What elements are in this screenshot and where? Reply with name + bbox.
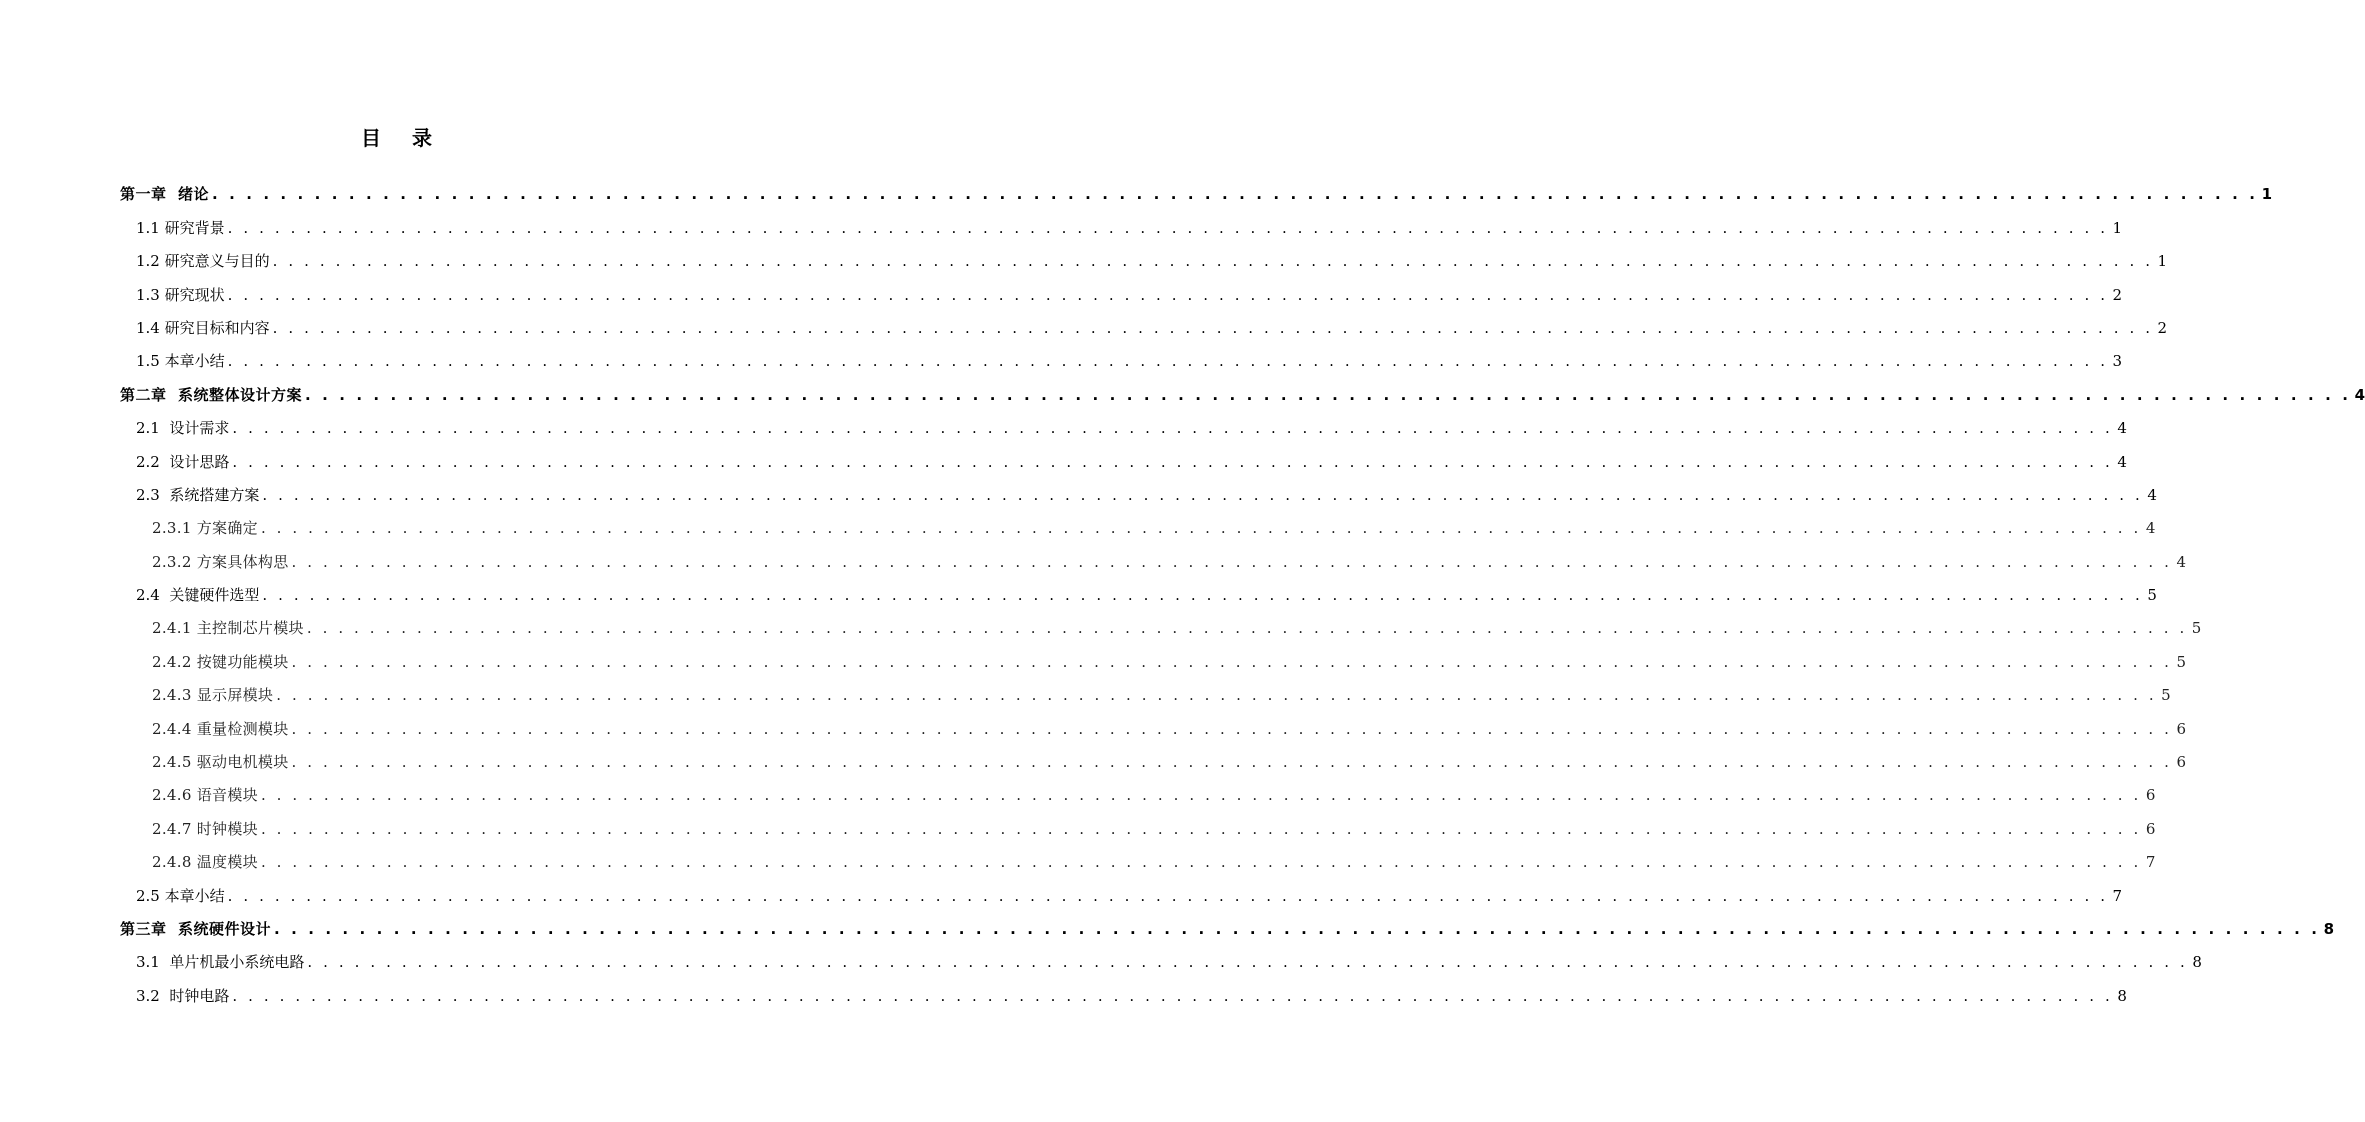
toc-section-entry[interactable] — [120, 209, 2123, 242]
toc-entry-label: 2.4.5 驱动电机模块 — [152, 753, 289, 772]
toc-section-entry[interactable] — [120, 310, 2168, 343]
toc-subsection-entry[interactable] — [120, 643, 2187, 676]
toc-chapter-entry[interactable] — [120, 911, 2335, 944]
toc-subsection-entry[interactable] — [120, 677, 2171, 710]
toc-dot-leader: . . . . . . . . . . . . . . . . . . . . . . . . . . . . . . . . . . . . . . . . . . . . . . . . . . . . . . . . . . . . . . . . . . . . . . . . . . . . . . . . . . . . . . . . . . . . . . . . . . . . . . . . . . . . . . . . . . . . . . . . — [232, 419, 2113, 438]
toc-page-number: 6 — [2176, 719, 2187, 738]
toc-dot-leader: . . . . . . . . . . . . . . . . . . . . . . . . . . . . . . . . . . . . . . . . . . . . . . . . . . . . . . . . . . . . . . . . . . . . . . . . . . . . . . . . . . . . . . . . . . . . . . . . . . . . . . . . . . . . . . . . . . . . . . . . — [260, 853, 2142, 872]
toc-dot-leader: . . . . . . . . . . . . . . . . . . . . . . . . . . . . . . . . . . . . . . . . . . . . . . . . . . . . . . . . . . . . . . . . . . . . . . . . . . . . . . . . . . . . . . . . . . . . . . . . . . . . . . . . . . . . . . . . . . . . . . . . — [260, 786, 2142, 805]
toc-page-number: 6 — [2176, 753, 2187, 772]
toc-chapter-entry[interactable] — [120, 376, 2365, 409]
toc-page-number: 1 — [2157, 252, 2168, 271]
toc-dot-leader: . . . . . . . . . . . . . . . . . . . . . . . . . . . . . . . . . . . . . . . . . . . . . . . . . . . . . . . . . . . . . . . . . . . . . . . . . . . . . . . . . . . . . . . . . . . . . . . . . . . . . . . . . . . . . . . . . . . . . . . . — [227, 285, 2109, 304]
toc-entry-label: 3.1 单片机最小系统电路 — [136, 953, 305, 972]
toc-entry-label: 2.3.2 方案具体构思 — [152, 552, 289, 571]
toc-subsection-entry[interactable] — [120, 710, 2187, 743]
toc-dot-leader: . . . . . . . . . . . . . . . . . . . . . . . . . . . . . . . . . . . . . . . . . . . . . . . . . . . . . . . . . . . . . . . . . . . . . . . . . . . . . . . . . . . . . . . . . . . . . . . . . . . . . . . . . . . . . . . . . . . . . . . . — [232, 986, 2113, 1005]
toc-subsection-entry[interactable] — [120, 610, 2202, 643]
toc-subsection-entry[interactable] — [120, 844, 2156, 877]
toc-section-entry[interactable] — [120, 944, 2202, 977]
toc-dot-leader: . . . . . . . . . . . . . . . . . . . . . . . . . . . . . . . . . . . . . . . . . . . . . . . . . . . . . . . . . . . . . . . . . . . . . . . . . . . . . . . . . . . . . . . . . . . . . . . . . . . . . . . . . . . . . . . . . . . . . . . . — [291, 552, 2173, 571]
toc-entry-label: 2.4.7 时钟模块 — [152, 819, 258, 838]
toc-page-number: 4 — [2117, 452, 2127, 471]
toc-section-entry[interactable] — [120, 877, 2123, 910]
toc-dot-leader: . . . . . . . . . . . . . . . . . . . . . . . . . . . . . . . . . . . . . . . . . . . . . . . . . . . . . . . . . . . . . . . . . . . . . . . . . . . . . . . . . . . . . . . . . . . . . . . . . . . . . . . . . . . . . . . . . . . . . . . . — [291, 753, 2173, 772]
toc-dot-leader: . . . . . . . . . . . . . . . . . . . . . . . . . . . . . . . . . . . . . . . . . . . . . . . . . . . . . . . . . . . . . . . . . . . . . . . . . . . . . . . . . . . . . . . . . . . . . . . . . . . . . . . . . . . . . . . . . . . . . . . . — [260, 519, 2142, 538]
toc-section-entry[interactable] — [120, 343, 2123, 376]
toc-subsection-entry[interactable] — [120, 510, 2156, 543]
toc-entry-label: 2.5 本章小结 — [136, 886, 225, 905]
toc-page-number: 5 — [2147, 586, 2157, 605]
toc-section-entry[interactable] — [120, 577, 2157, 610]
toc-chapter-entry[interactable] — [120, 176, 2273, 209]
toc-dot-leader: . . . . . . . . . . . . . . . . . . . . . . . . . . . . . . . . . . . . . . . . . . . . . . . . . . . . . . . . . . . . . . . . . . . . . . . . . . . . . . . . . . . . . . . . . . . . . . . . . . . . . . . . . . . . . . . . . . . . . . . . — [232, 452, 2113, 471]
toc-subsection-entry[interactable] — [120, 777, 2156, 810]
toc-section-entry[interactable] — [120, 477, 2157, 510]
toc-entry-label: 2.4.4 重量检测模块 — [152, 719, 289, 738]
toc-page-number: 8 — [2192, 953, 2202, 972]
toc-entry-label: 2.4 关键硬件选型 — [136, 586, 260, 605]
toc-entry-label: 2.4.6 语音模块 — [152, 786, 258, 805]
toc-dot-leader: . . . . . . . . . . . . . . . . . . . . . . . . . . . . . . . . . . . . . . . . . . . . . . . . . . . . . . . . . . . . . . . . . . . . . . . . . . . . . . . . . . . . . . . . . . . . . . . . . . . . . . . . . . . . . . . . . . . . . . . . — [307, 953, 2188, 972]
toc-dot-leader: . . . . . . . . . . . . . . . . . . . . . . . . . . . . . . . . . . . . . . . . . . . . . . . . . . . . . . . . . . . . . . . . . . . . . . . . . . . . . . . . . . . . . . . . . . . . . . . . . . . . . . . . . . . . . . . . . . . . . . . . — [291, 719, 2173, 738]
toc-page-number: 2 — [2112, 285, 2123, 304]
toc-page-number: 4 — [2145, 519, 2156, 538]
toc-page-number: 7 — [2112, 886, 2123, 905]
page-title: 目 录 — [361, 126, 444, 150]
toc-section-entry[interactable] — [120, 410, 2127, 443]
toc-section-entry[interactable] — [120, 243, 2168, 276]
toc-subsection-entry[interactable] — [120, 543, 2187, 576]
toc-entry-label: 3.2 时钟电路 — [136, 986, 230, 1005]
toc-entry-label: 1.2 研究意义与目的 — [136, 252, 270, 271]
toc-page-number: 5 — [2176, 652, 2187, 671]
toc-dot-leader: . . . . . . . . . . . . . . . . . . . . . . . . . . . . . . . . . . . . . . . . . . . . . . . . . . . . . . . . . . . . . . . . . . . . . . . . . . . . . . . . . . . . . . . . . . . . . . . . . . . . . . . . . . . . . . . . . . . . . . . . — [276, 686, 2157, 705]
toc-dot-leader: . . . . . . . . . . . . . . . . . . . . . . . . . . . . . . . . . . . . . . . . . . . . . . . . . . . . . . . . . . . . . . . . . . . . . . . . . . . . . . . . . . . . . . . . . . . . . . . . . . . . . . . . . . . . . . . . . . . . . . . . — [291, 652, 2173, 671]
toc-dot-leader: . . . . . . . . . . . . . . . . . . . . . . . . . . . . . . . . . . . . . . . . . . . . . . . . . . . . . . . . . . . . . . . . . . . . . . . . . . . . . . . . . . . . . . . . . . . . . . . . . . . . . . . . . . . . . . . . . . . . . . . . — [260, 819, 2142, 838]
toc-entry-label: 2.4.1 主控制芯片模块 — [152, 619, 304, 638]
toc-entry-label: 2.4.3 显示屏模块 — [152, 686, 274, 705]
toc-dot-leader: . . . . . . . . . . . . . . . . . . . . . . . . . . . . . . . . . . . . . . . . . . . . . . . . . . . . . . . . . . . . . . . . . . . . . . . . . . . . . . . . . . . . . . . . . . . . . . . . . . . . . . . . . . . . . . . . . . . . . . . . — [272, 318, 2154, 337]
toc-section-entry[interactable] — [120, 443, 2127, 476]
toc-dot-leader: . . . . . . . . . . . . . . . . . . . . . . . . . . . . . . . . . . . . . . . . . . . . . . . . . . . . . . . . . . . . . . . . . . . . . . . . . . . . . . . . . . . . . . . . . . . . . . . . . . . . . . . . . . . . . . . . . . . . . . . . — [304, 385, 2352, 404]
toc-dot-leader: . . . . . . . . . . . . . . . . . . . . . . . . . . . . . . . . . . . . . . . . . . . . . . . . . . . . . . . . . . . . . . . . . . . . . . . . . . . . . . . . . . . . . . . . . . . . . . . . . . . . . . . . . . . . . . . . . . . . . . . . — [273, 919, 2321, 938]
toc-page-number: 2 — [2157, 318, 2168, 337]
table-of-contents — [120, 176, 2365, 1011]
toc-dot-leader: . . . . . . . . . . . . . . . . . . . . . . . . . . . . . . . . . . . . . . . . . . . . . . . . . . . . . . . . . . . . . . . . . . . . . . . . . . . . . . . . . . . . . . . . . . . . . . . . . . . . . . . . . . . . . . . . . . . . . . . . — [262, 485, 2143, 504]
toc-dot-leader: . . . . . . . . . . . . . . . . . . . . . . . . . . . . . . . . . . . . . . . . . . . . . . . . . . . . . . . . . . . . . . . . . . . . . . . . . . . . . . . . . . . . . . . . . . . . . . . . . . . . . . . . . . . . . . . . . . . . . . . . — [262, 586, 2143, 605]
toc-page-number: 6 — [2145, 819, 2156, 838]
toc-page-number: 1 — [2112, 218, 2123, 237]
toc-page-number: 4 — [2117, 419, 2127, 438]
toc-entry-label: 2.2 设计思路 — [136, 452, 230, 471]
toc-page-number: 7 — [2145, 853, 2156, 872]
toc-section-entry[interactable] — [120, 276, 2123, 309]
toc-page-number: 6 — [2145, 786, 2156, 805]
toc-dot-leader: . . . . . . . . . . . . . . . . . . . . . . . . . . . . . . . . . . . . . . . . . . . . . . . . . . . . . . . . . . . . . . . . . . . . . . . . . . . . . . . . . . . . . . . . . . . . . . . . . . . . . . . . . . . . . . . . . . . . . . . . — [227, 352, 2109, 371]
toc-dot-leader: . . . . . . . . . . . . . . . . . . . . . . . . . . . . . . . . . . . . . . . . . . . . . . . . . . . . . . . . . . . . . . . . . . . . . . . . . . . . . . . . . . . . . . . . . . . . . . . . . . . . . . . . . . . . . . . . . . . . . . . . — [211, 185, 2259, 204]
toc-section-entry[interactable] — [120, 977, 2127, 1010]
toc-entry-label: 2.4.2 按键功能模块 — [152, 652, 289, 671]
toc-subsection-entry[interactable] — [120, 744, 2187, 777]
toc-dot-leader: . . . . . . . . . . . . . . . . . . . . . . . . . . . . . . . . . . . . . . . . . . . . . . . . . . . . . . . . . . . . . . . . . . . . . . . . . . . . . . . . . . . . . . . . . . . . . . . . . . . . . . . . . . . . . . . . . . . . . . . . — [227, 218, 2109, 237]
toc-page-number: 4 — [2354, 385, 2365, 404]
toc-page-number: 5 — [2161, 686, 2171, 705]
toc-page-number: 8 — [2117, 986, 2127, 1005]
toc-dot-leader: . . . . . . . . . . . . . . . . . . . . . . . . . . . . . . . . . . . . . . . . . . . . . . . . . . . . . . . . . . . . . . . . . . . . . . . . . . . . . . . . . . . . . . . . . . . . . . . . . . . . . . . . . . . . . . . . . . . . . . . . — [227, 886, 2109, 905]
toc-page-number: 8 — [2323, 919, 2335, 938]
toc-entry-label: 第二章 系统整体设计方案 — [120, 385, 302, 404]
toc-entry-label: 2.3 系统搭建方案 — [136, 485, 260, 504]
toc-entry-label: 1.1 研究背景 — [136, 218, 225, 237]
toc-entry-label: 第一章 绪论 — [120, 185, 209, 204]
toc-entry-label: 2.1 设计需求 — [136, 419, 230, 438]
toc-dot-leader: . . . . . . . . . . . . . . . . . . . . . . . . . . . . . . . . . . . . . . . . . . . . . . . . . . . . . . . . . . . . . . . . . . . . . . . . . . . . . . . . . . . . . . . . . . . . . . . . . . . . . . . . . . . . . . . . . . . . . . . . — [306, 619, 2188, 638]
toc-entry-label: 2.4.8 温度模块 — [152, 853, 258, 872]
toc-page-number: 1 — [2261, 185, 2273, 204]
toc-entry-label: 1.4 研究目标和内容 — [136, 318, 270, 337]
toc-entry-label: 2.3.1 方案确定 — [152, 519, 258, 538]
toc-page-number: 4 — [2176, 552, 2187, 571]
toc-page-number: 5 — [2191, 619, 2202, 638]
toc-dot-leader: . . . . . . . . . . . . . . . . . . . . . . . . . . . . . . . . . . . . . . . . . . . . . . . . . . . . . . . . . . . . . . . . . . . . . . . . . . . . . . . . . . . . . . . . . . . . . . . . . . . . . . . . . . . . . . . . . . . . . . . . — [272, 252, 2154, 271]
toc-entry-label: 1.5 本章小结 — [136, 352, 225, 371]
toc-page-number: 4 — [2147, 485, 2157, 504]
toc-entry-label: 第三章 系统硬件设计 — [120, 919, 271, 938]
toc-entry-label: 1.3 研究现状 — [136, 285, 225, 304]
toc-page-number: 3 — [2112, 352, 2123, 371]
toc-subsection-entry[interactable] — [120, 810, 2156, 843]
